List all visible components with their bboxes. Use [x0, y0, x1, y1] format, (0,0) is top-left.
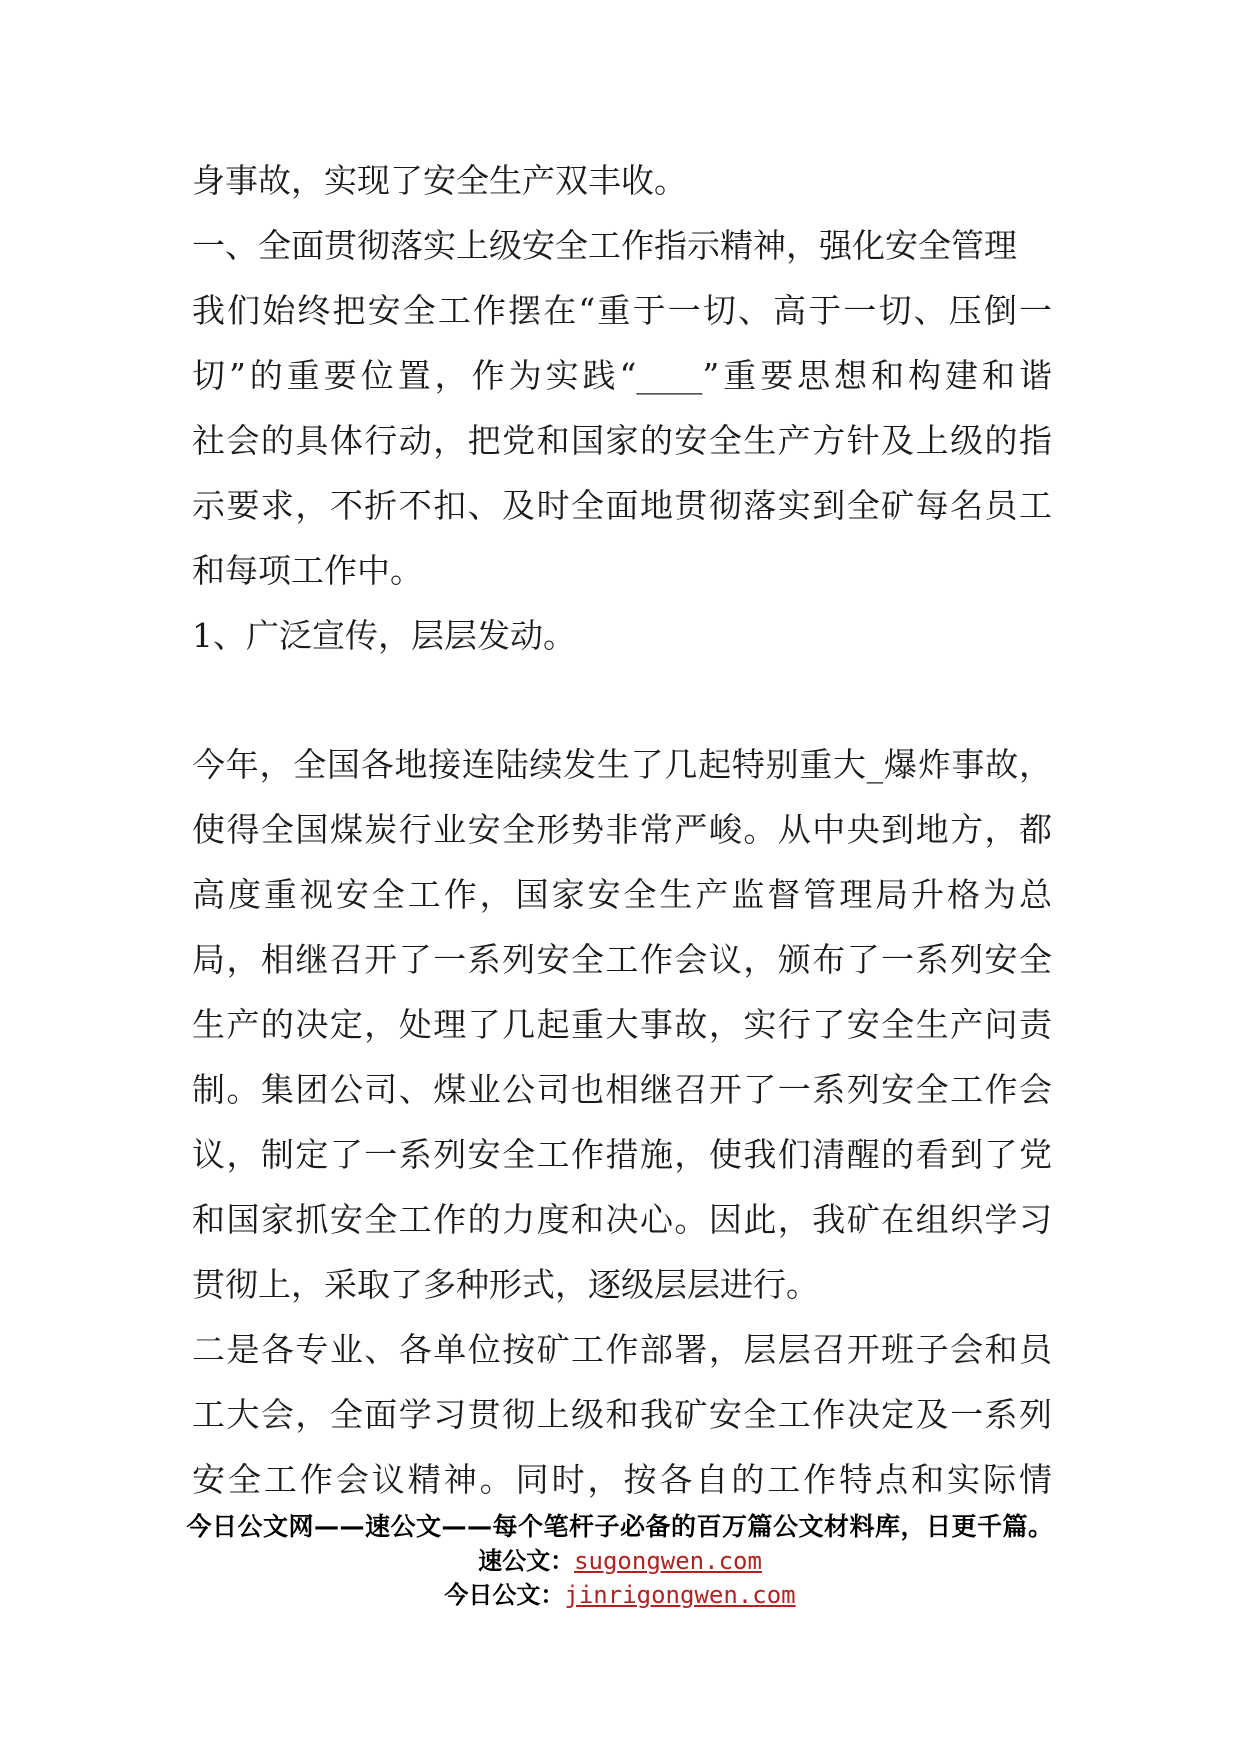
text-line-19: 二是各专业、各单位按矿工作部署，层层召开班子会和员 [192, 1330, 1052, 1369]
text-line-18: 贯彻上，采取了多种形式，逐级层层进行。 [192, 1265, 819, 1304]
text-line-13: 局，相继召开了一系列安全工作会议，颁布了一系列安全 [192, 940, 1052, 979]
text-line-3: 我们始终把安全工作摆在“重于一切、高于一切、压倒一 [192, 291, 1052, 330]
footer-tagline: 今日公文网——速公文——每个笔杆子必备的百万篇公文材料库，日更千篇。 [186, 1512, 1054, 1541]
text-line-5: 社会的具体行动，把党和国家的安全生产方针及上级的指 [192, 421, 1052, 460]
text-line-6: 示要求，不折不扣、及时全面地贯彻落实到全矿每名员工 [192, 486, 1052, 525]
text-line-15: 制。集团公司、煤业公司也相继召开了一系列安全工作会 [192, 1070, 1052, 1109]
paragraph-gap [192, 668, 1052, 732]
text-line-14: 生产的决定，处理了几起重大事故，实行了安全生产问责 [192, 1005, 1052, 1044]
text-line-1: 身事故，实现了安全生产双丰收。 [192, 161, 687, 200]
footer-site-jinrigongwen [0, 1578, 1240, 1612]
document-body [192, 148, 1052, 1512]
text-line-4: 切”的重要位置，作为实践“____”重要思想和构建和谐 [192, 356, 1052, 395]
text-line-11: 使得全国煤炭行业安全形势非常严峻。从中央到地方，都 [192, 810, 1052, 849]
section-heading: 一、全面贯彻落实上级安全工作指示精神，强化安全管理 [192, 226, 1017, 265]
text-line-12: 高度重视安全工作，国家安全生产监督管理局升格为总 [192, 875, 1052, 914]
sugongwen-link[interactable]: sugongwen.com [574, 1547, 762, 1575]
text-line-10: 今年，全国各地接连陆续发生了几起特别重大_爆炸事故， [192, 745, 1052, 784]
text-line-20: 工大会，全面学习贯彻上级和我矿安全工作决定及一系列 [192, 1395, 1052, 1434]
jinrigongwen-link[interactable]: jinrigongwen.com [564, 1581, 796, 1609]
footer-site-sugongwen [0, 1544, 1240, 1578]
subsection-heading: 1、广泛宣传，层层发动。 [192, 616, 576, 655]
site-label-jinrigongwen: 今日公文： [444, 1581, 565, 1609]
text-line-16: 议，制定了一系列安全工作措施，使我们清醒的看到了党 [192, 1135, 1052, 1174]
page-footer [0, 1510, 1240, 1612]
site-label-sugongwen: 速公文： [478, 1547, 575, 1575]
text-line-21: 安全工作会议精神。同时，按各自的工作特点和实际情 [192, 1460, 1052, 1499]
text-line-7: 和每项工作中。 [192, 551, 423, 590]
text-line-17: 和国家抓安全工作的力度和决心。因此，我矿在组织学习 [192, 1200, 1052, 1239]
